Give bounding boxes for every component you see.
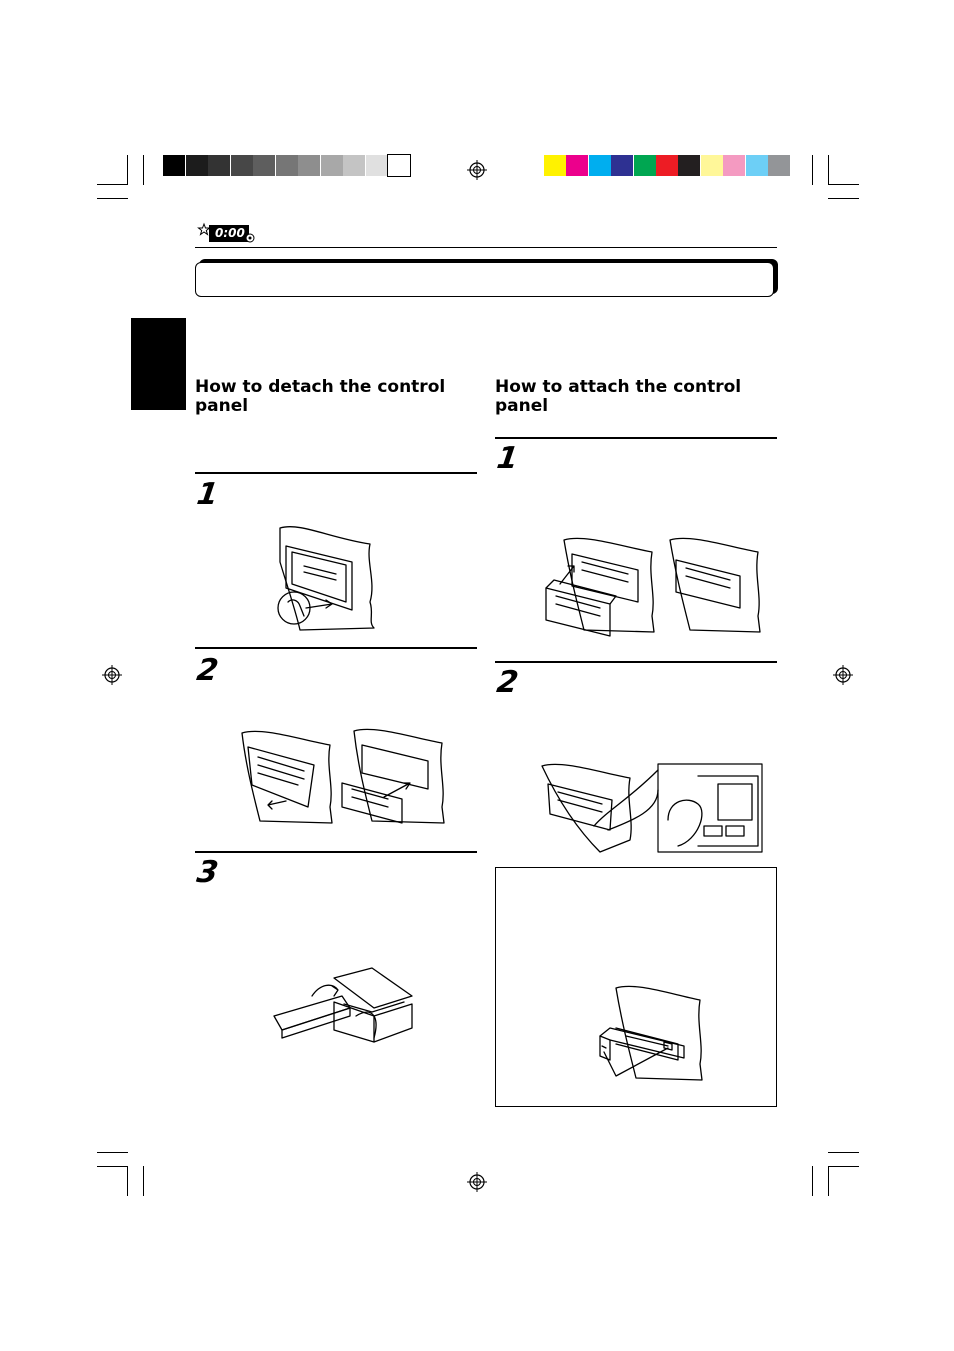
detach-step-3-number: 3	[194, 855, 221, 890]
registration-target-right	[833, 665, 853, 685]
registration-target-bottom	[467, 1172, 487, 1192]
grayscale-swatch	[343, 155, 365, 176]
color-swatch	[723, 155, 745, 176]
attach-step-2-illustration	[538, 760, 768, 856]
attach-step-1-number: 1	[494, 441, 521, 476]
detach-step-1-number: 1	[194, 477, 221, 512]
grayscale-swatch	[253, 155, 275, 176]
grayscale-swatch	[208, 155, 230, 176]
detach-step-1-illustration	[270, 522, 380, 632]
grayscale-swatch	[276, 155, 298, 176]
title-banner	[195, 262, 774, 297]
detach-step-2-rule	[195, 647, 477, 649]
detach-step-2-number: 2	[194, 653, 221, 688]
grayscale-swatch	[366, 155, 388, 176]
header-rule	[195, 247, 777, 248]
clock-icon-text: 0:00	[215, 226, 245, 240]
attach-step-2-rule	[495, 661, 777, 663]
color-swatch	[634, 155, 656, 176]
detach-step-1-rule	[195, 472, 477, 474]
language-tab	[131, 318, 186, 410]
color-swatch	[566, 155, 588, 176]
attach-step-2-number: 2	[494, 665, 521, 700]
attach-step-1-illustration	[540, 536, 770, 640]
color-swatch	[746, 155, 768, 176]
detach-step-3-illustration	[272, 966, 422, 1066]
note-illustration	[580, 984, 710, 1084]
grayscale-swatch	[388, 155, 410, 176]
grayscale-swatch	[321, 155, 343, 176]
color-swatch	[589, 155, 611, 176]
attach-heading: How to attach the control panel	[495, 377, 742, 416]
color-swatch	[656, 155, 678, 176]
attach-step-1-rule	[495, 437, 777, 439]
detach-step-2-illustration	[238, 727, 448, 827]
color-swatch	[611, 155, 633, 176]
color-swatch	[701, 155, 723, 176]
color-swatch	[544, 155, 566, 176]
color-swatch	[768, 155, 790, 176]
grayscale-swatch	[163, 155, 185, 176]
detach-step-3-rule	[195, 851, 477, 853]
grayscale-swatch	[231, 155, 253, 176]
detach-heading: How to detach the control panel	[195, 377, 446, 416]
grayscale-swatch	[298, 155, 320, 176]
registration-target-top	[467, 160, 487, 180]
color-swatch	[678, 155, 700, 176]
clock-icon	[197, 222, 257, 244]
registration-target-left	[102, 665, 122, 685]
grayscale-swatch	[186, 155, 208, 176]
